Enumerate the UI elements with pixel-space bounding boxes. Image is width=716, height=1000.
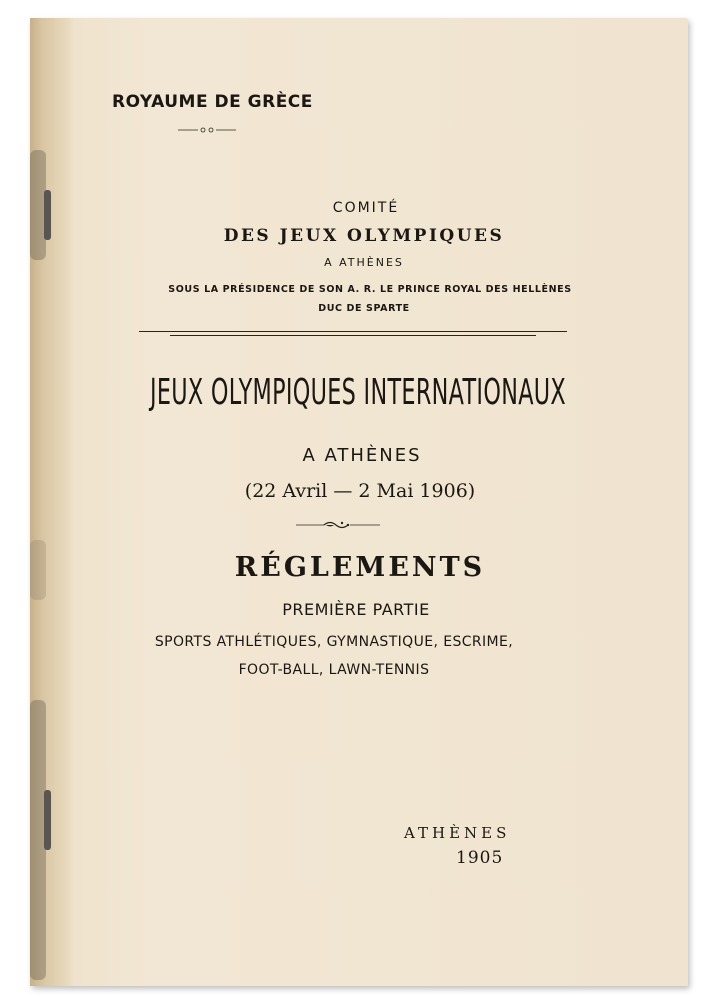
- sports-list-line-2: FOOT-BALL, LAWN-TENNIS: [238, 662, 430, 678]
- main-title: JEUX OLYMPIQUES INTERNATIONAUX: [149, 372, 567, 413]
- dates-line: (22 Avril — 2 Mai 1906): [244, 480, 476, 502]
- presidency-line: SOUS LA PRÉSIDENCE DE SON A. R. LE PRINCE ROYAL DES HELLÈNES: [168, 284, 572, 295]
- imprint-year: 1905: [456, 848, 504, 868]
- kingdom-heading: ROYAUME DE GRÈCE: [112, 92, 313, 112]
- part-label: PREMIÈRE PARTIE: [282, 600, 430, 619]
- sports-list-line-1: SPORTS ATHLÉTIQUES, GYMNASTIQUE, ESCRIME,: [154, 634, 514, 650]
- committee-line-2: DES JEUX OLYMPIQUES: [223, 226, 505, 246]
- committee-line-3: A ATHÈNES: [324, 256, 404, 269]
- double-rule-bottom: [170, 335, 536, 336]
- committee-line-1: COMITÉ: [332, 200, 400, 216]
- ornament-divider: [296, 518, 380, 532]
- double-rule-top: [139, 331, 567, 332]
- staple: [44, 790, 51, 850]
- place-line: A ATHÈNES: [302, 445, 422, 466]
- small-ornament-divider: [178, 124, 236, 136]
- booklet-cover: [30, 18, 688, 986]
- duke-line: DUC DE SPARTE: [318, 303, 410, 314]
- regulations-heading: RÉGLEMENTS: [234, 552, 486, 583]
- imprint-city: ATHÈNES: [404, 824, 511, 842]
